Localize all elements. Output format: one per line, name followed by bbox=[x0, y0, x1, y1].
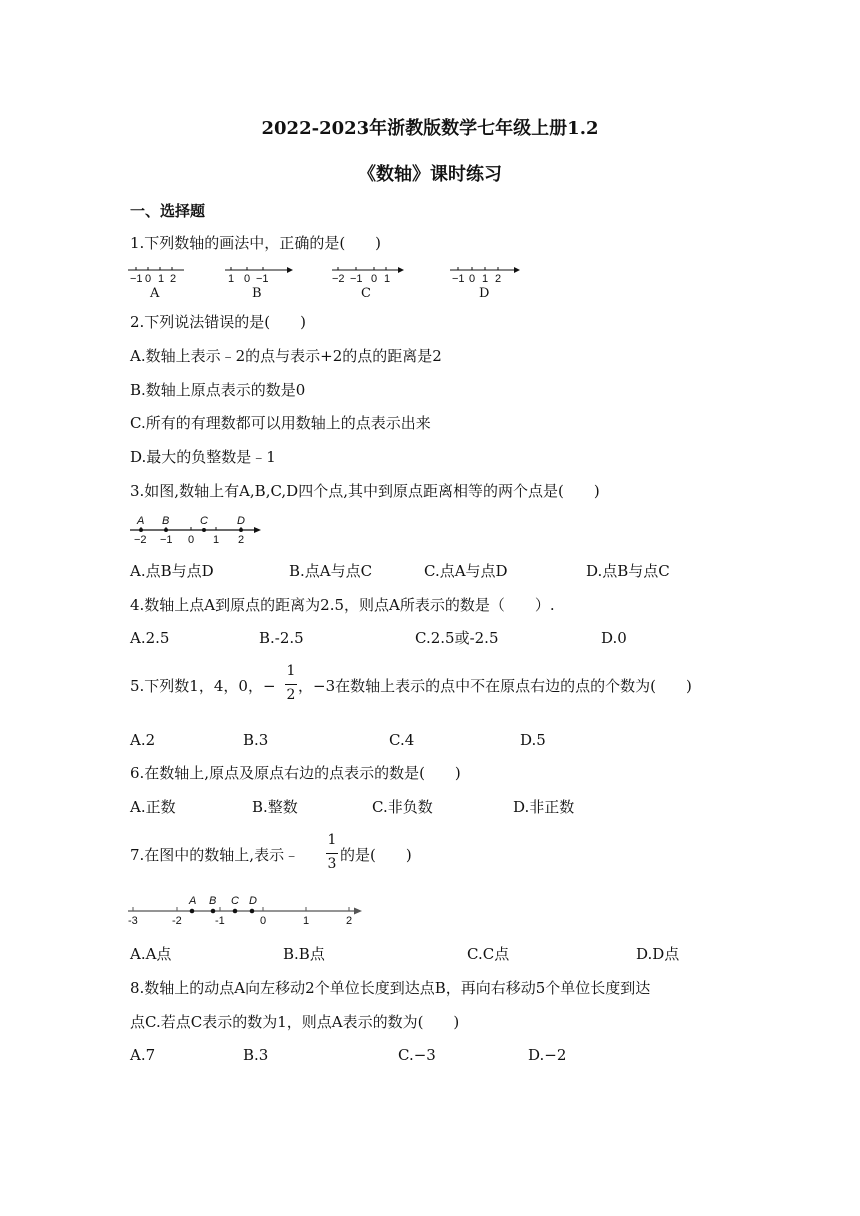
q3-option-d: D.点B与点C bbox=[586, 562, 670, 580]
q7-point-label: A bbox=[189, 895, 197, 907]
q5-fraction-denominator: 2 bbox=[286, 687, 296, 703]
q1-d-tick: 1 bbox=[482, 273, 489, 285]
q7-tick: 1 bbox=[303, 915, 310, 927]
q4-option-c: C.2.5或-2.5 bbox=[415, 629, 499, 647]
question-8-stem-line1: 8.数轴上的动点A向左移动2个单位长度到达点B，再向右移动5个单位长度到达 bbox=[130, 979, 651, 997]
q7-tick: -1 bbox=[215, 915, 225, 927]
q1-d-tick: −1 bbox=[452, 273, 465, 285]
q5-option-a: A.2 bbox=[130, 731, 156, 749]
question-5-stem-end: ，−3在数轴上表示的点中不在原点右边的点的个数为( ) bbox=[298, 677, 692, 695]
q7-number-line bbox=[128, 893, 368, 929]
question-5-stem-start: 5.下列数1，4，0，− bbox=[130, 677, 276, 695]
q3-tick: 2 bbox=[238, 534, 245, 546]
question-7-stem-end: 的是( ) bbox=[340, 846, 412, 864]
q3-point-label: C bbox=[200, 515, 208, 527]
q7-option-a: A.A点 bbox=[130, 945, 172, 963]
q8-option-b: B.3 bbox=[243, 1046, 269, 1064]
q1-b-tick: 0 bbox=[244, 273, 251, 285]
page-subtitle: 《数轴》课时练习 bbox=[358, 164, 502, 185]
q4-option-b: B.-2.5 bbox=[259, 629, 304, 647]
q8-option-d: D.−2 bbox=[528, 1046, 567, 1064]
q3-point-label: A bbox=[137, 515, 145, 527]
q4-option-d: D.0 bbox=[601, 629, 627, 647]
question-3-stem: 3.如图,数轴上有A,B,C,D四个点,其中到原点距离相等的两个点是( ) bbox=[130, 482, 600, 500]
q3-option-a: A.点B与点D bbox=[130, 562, 214, 580]
q1-c-tick: 0 bbox=[371, 273, 378, 285]
q6-option-b: B.整数 bbox=[252, 798, 298, 816]
q1-option-letter: D bbox=[479, 286, 490, 301]
q1-option-letter: C bbox=[361, 286, 371, 301]
q1-c-tick: −1 bbox=[350, 273, 363, 285]
q2-option-c: C.所有的有理数都可以用数轴上的点表示出来 bbox=[130, 414, 431, 432]
q5-option-c: C.4 bbox=[389, 731, 415, 749]
q7-fraction-denominator: 3 bbox=[327, 856, 337, 872]
q7-point-label: C bbox=[231, 895, 239, 907]
q1-d-tick: 2 bbox=[495, 273, 502, 285]
q1-a-tick: −1 bbox=[130, 273, 143, 285]
q1-a-tick: 2 bbox=[170, 273, 177, 285]
q7-tick: 0 bbox=[260, 915, 267, 927]
q1-c-tick: 1 bbox=[384, 273, 391, 285]
q6-option-d: D.非正数 bbox=[513, 798, 575, 816]
q8-option-a: A.7 bbox=[130, 1046, 156, 1064]
q1-axis-a bbox=[128, 264, 188, 300]
q7-fraction-bar bbox=[326, 853, 338, 854]
q1-axis-c bbox=[332, 264, 410, 300]
q4-option-a: A.2.5 bbox=[130, 629, 170, 647]
q6-option-c: C.非负数 bbox=[372, 798, 433, 816]
q7-tick: -2 bbox=[172, 915, 182, 927]
q5-fraction-numerator: 1 bbox=[286, 663, 296, 679]
q6-option-a: A.正数 bbox=[130, 798, 176, 816]
q7-point-label: D bbox=[249, 895, 257, 907]
q3-option-c: C.点A与点D bbox=[424, 562, 508, 580]
q3-tick: −1 bbox=[160, 534, 173, 546]
q5-option-d: D.5 bbox=[520, 731, 546, 749]
q7-tick: 2 bbox=[346, 915, 353, 927]
q3-point-label: B bbox=[162, 515, 170, 527]
q1-option-letter: A bbox=[150, 286, 160, 301]
question-6-stem: 6.在数轴上,原点及原点右边的点表示的数是( ) bbox=[130, 764, 461, 782]
q1-d-tick: 0 bbox=[469, 273, 476, 285]
q3-tick: 0 bbox=[188, 534, 195, 546]
q1-axis-b bbox=[225, 264, 300, 300]
q2-option-d: D.最大的负整数是﹣1 bbox=[130, 448, 276, 466]
q2-option-a: A.数轴上表示﹣2的点与表示+2的点的距离是2 bbox=[130, 347, 442, 365]
question-4-stem: 4.数轴上点A到原点的距离为2.5，则点A所表示的数是（ ）. bbox=[130, 596, 555, 614]
q1-b-tick: 1 bbox=[228, 273, 235, 285]
q7-option-d: D.D点 bbox=[636, 945, 680, 963]
q3-option-b: B.点A与点C bbox=[289, 562, 373, 580]
q7-point-label: B bbox=[209, 895, 217, 907]
question-1-stem: 1.下列数轴的画法中，正确的是( ) bbox=[130, 234, 382, 252]
q7-option-c: C.C点 bbox=[467, 945, 510, 963]
q3-point-label: D bbox=[237, 515, 245, 527]
q3-tick: −2 bbox=[134, 534, 147, 546]
q1-a-tick: 1 bbox=[158, 273, 165, 285]
q1-a-tick: 0 bbox=[145, 273, 152, 285]
q1-b-tick: −1 bbox=[256, 273, 269, 285]
section-heading: 一、选择题 bbox=[130, 202, 206, 220]
q1-option-letter: B bbox=[252, 286, 262, 301]
q5-fraction-bar bbox=[285, 684, 297, 685]
q7-fraction-numerator: 1 bbox=[327, 832, 337, 848]
page-title: 2022-2023年浙教版数学七年级上册1.2 bbox=[261, 118, 599, 139]
q1-c-tick: −2 bbox=[332, 273, 345, 285]
q7-option-b: B.B点 bbox=[283, 945, 325, 963]
q7-tick: -3 bbox=[128, 915, 138, 927]
question-2-stem: 2.下列说法错误的是( ) bbox=[130, 313, 307, 331]
q3-number-line bbox=[130, 514, 265, 546]
q5-option-b: B.3 bbox=[243, 731, 269, 749]
q3-tick: 1 bbox=[213, 534, 220, 546]
q2-option-b: B.数轴上原点表示的数是0 bbox=[130, 381, 306, 399]
q8-option-c: C.−3 bbox=[398, 1046, 436, 1064]
q1-axis-d bbox=[450, 264, 525, 300]
question-7-stem-start: 7.在图中的数轴上,表示﹣ bbox=[130, 846, 300, 864]
question-8-stem-line2: 点C.若点C表示的数为1，则点A表示的数为( ) bbox=[130, 1013, 460, 1031]
